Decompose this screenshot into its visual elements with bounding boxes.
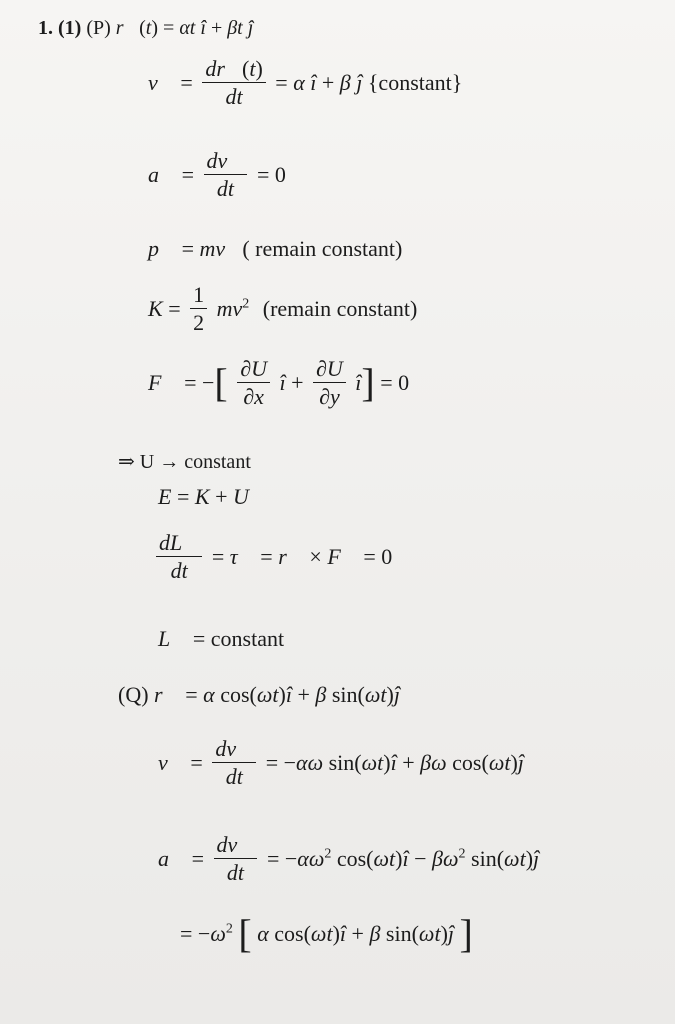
eq-q-acceleration: a⃗ = $\frac{dv⃗}{dt}$ = $-\alpha\omega^2$ cos(ωt)î − $\beta\omega^2$ sin(ωt)ĵ: [158, 832, 540, 885]
eq-implies: [118, 452, 251, 472]
case-p-label: (P): [86, 17, 111, 39]
constant-braced: {constant}: [367, 70, 463, 95]
arrow-symbol: →: [159, 451, 180, 473]
eq-p-position: 1. (1) (P) r⃗(t) = αt î + βt ĵ: [38, 17, 254, 39]
eq-p-velocity: v⃗ = $\frac{dr⃗(t)}{dt}$ = α î + β ĵ {constant}: [148, 56, 463, 109]
eq-q-acceleration-factored: = $-\omega^2$ [ α cos(ωt)î + β sin(ωt)ĵ ]: [180, 911, 473, 956]
remain-constant: (remain constant): [262, 296, 418, 321]
eq-q-velocity: v⃗ = $\frac{dv⃗}{dt}$ = −αω sin(ωt)î + βω cos(ωt)ĵ: [158, 736, 524, 789]
u-symbol: U: [139, 451, 155, 473]
eq-p-kinetic: K = $\frac{1}{2}$ $mv^2$ (remain constant): [148, 282, 418, 335]
part-label: (1): [58, 17, 82, 39]
implies-symbol: ⇒: [118, 451, 135, 473]
eq-p-force: F⃗ = −[ $\frac{\partial U}{\partial x}$ î + $\frac{\partial U}{\partial y}$ î] = 0: [148, 356, 410, 409]
eq-p-acceleration: a⃗ = $\frac{dv⃗}{dt}$ = 0: [148, 148, 286, 201]
eq-angular-momentum: L⃗ = constant: [158, 626, 285, 651]
eq-energy: E = K + U: [158, 484, 249, 509]
eq-torque: $\frac{dL⃗}{dt}$ = τ⃗ = r⃗ × F⃗ = 0: [152, 532, 392, 582]
eq-q-position: (Q) r⃗ = α cos(ωt)î + β sin(ωt)ĵ: [118, 682, 400, 707]
remain-constant-v: ( remain constant): [242, 236, 403, 261]
eq-p-momentum: p⃗ = mv⃗( remain constant): [148, 236, 403, 261]
constant-word-2: constant: [210, 626, 285, 651]
constant-word: constant: [184, 451, 251, 473]
case-q-label: (Q): [118, 682, 149, 707]
problem-number: 1.: [38, 17, 53, 39]
